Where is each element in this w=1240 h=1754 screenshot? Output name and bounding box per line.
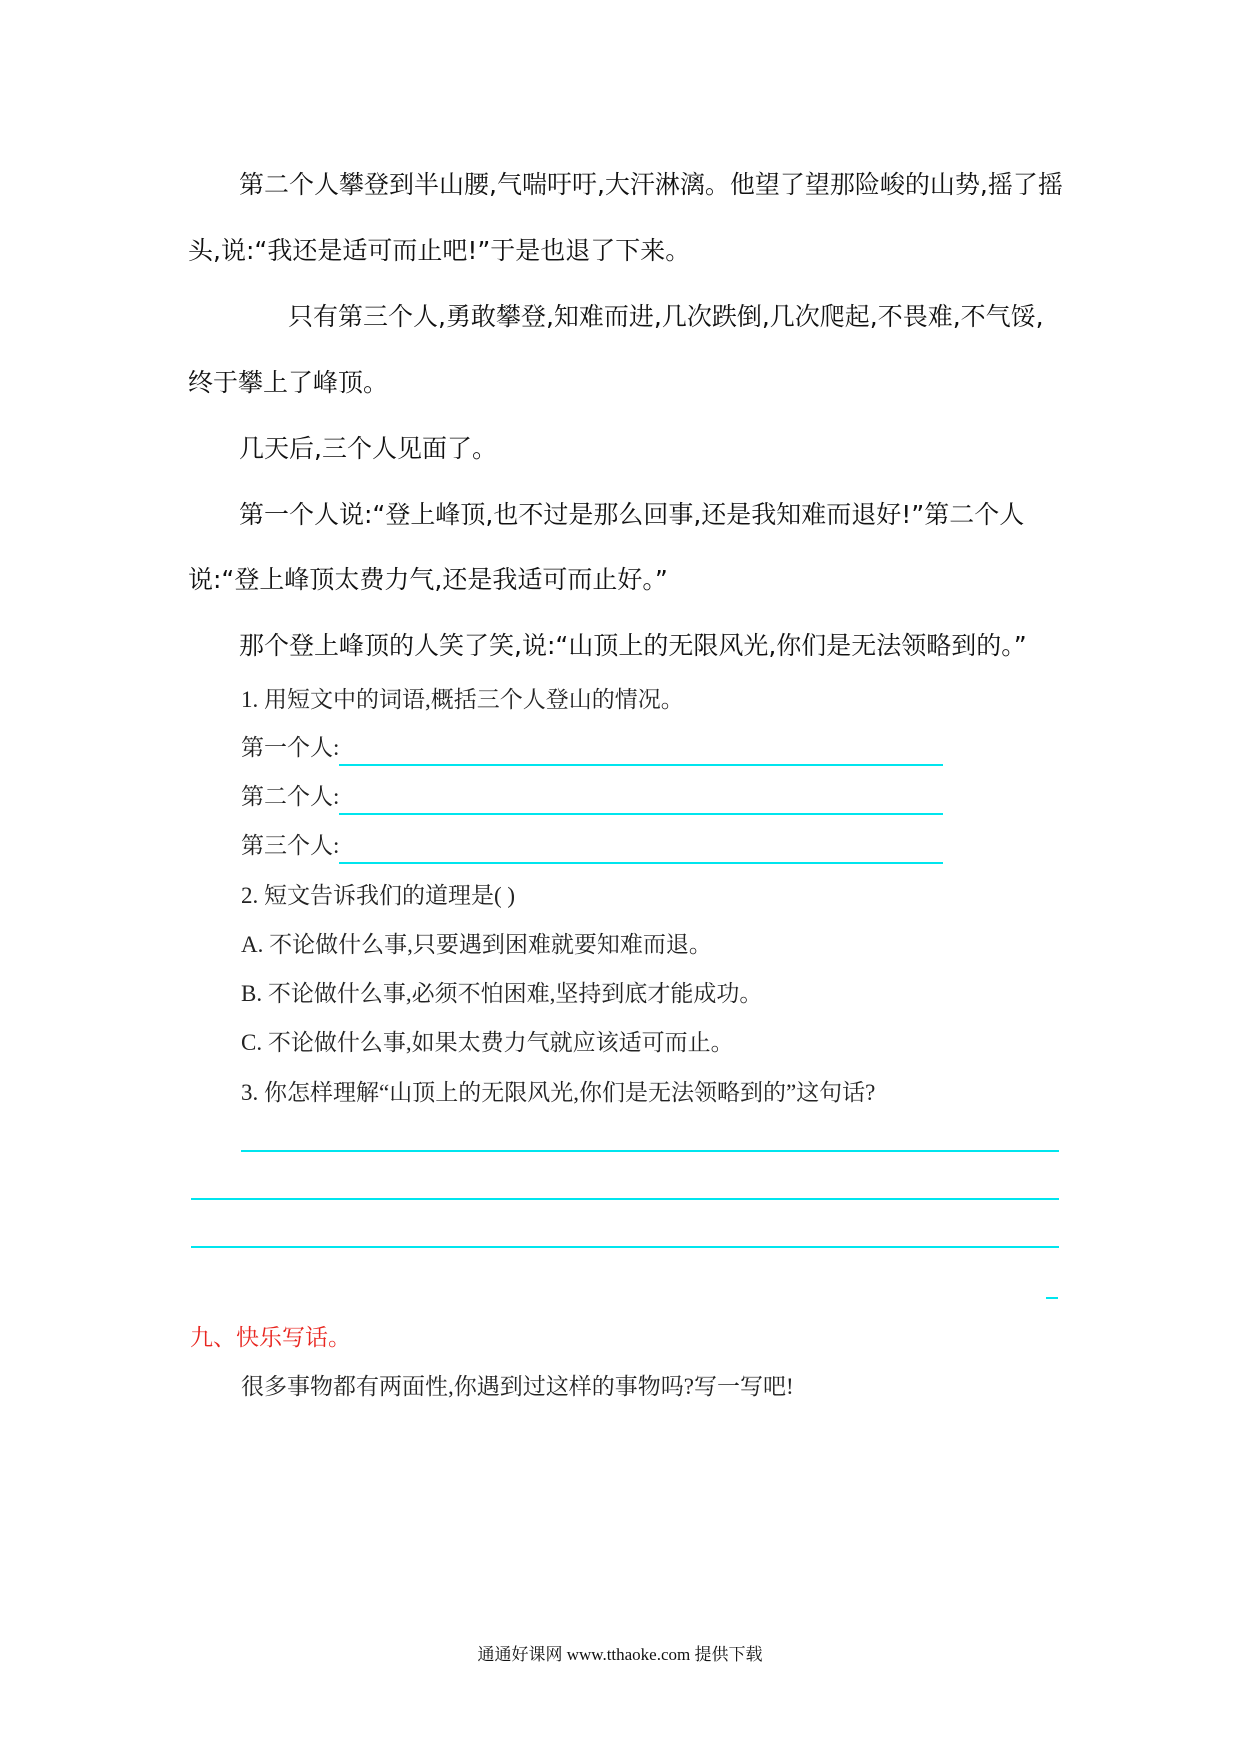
answer-label: 第三个人: <box>241 833 340 858</box>
passage-p4-line1: 第一个人说:“登上峰顶,也不过是那么回事,还是我知难而退好!”第二个人 <box>239 500 1025 529</box>
passage-p5: 那个登上峰顶的人笑了笑,说:“山顶上的无限风光,你们是无法领略到的。” <box>239 631 1027 660</box>
passage-p1-line1: 第二个人攀登到半山腰,气喘吁吁,大汗淋漓。他望了望那险峻的山势,摇了摇 <box>239 170 1063 199</box>
answer-line[interactable] <box>339 764 943 766</box>
answer-row-first-person <box>241 732 943 764</box>
answer-label: 第二个人: <box>241 784 340 809</box>
passage-p4-line2: 说:“登上峰顶太费力气,还是我适可而止好。” <box>188 565 668 594</box>
option-b: B. 不论做什么事,必须不怕困难,坚持到底才能成功。 <box>241 981 763 1006</box>
writing-line[interactable] <box>241 1150 1059 1152</box>
section-9-heading: 九、快乐写话。 <box>190 1325 351 1350</box>
answer-line[interactable] <box>339 862 943 864</box>
option-c: C. 不论做什么事,如果太费力气就应该适可而止。 <box>241 1030 734 1055</box>
answer-label: 第一个人: <box>241 735 340 760</box>
passage-p2-line2: 终于攀上了峰顶。 <box>188 368 389 397</box>
writing-line[interactable] <box>191 1198 1059 1200</box>
passage-p2-line1: 只有第三个人,勇敢攀登,知难而进,几次跌倒,几次爬起,不畏难,不气馁, <box>288 302 1044 331</box>
section-9-prompt: 很多事物都有两面性,你遇到过这样的事物吗?写一写吧! <box>241 1374 794 1399</box>
answer-line[interactable] <box>339 813 943 815</box>
answer-row-third-person <box>241 830 943 862</box>
footer-credit: 通通好课网 www.tthaoke.com 提供下载 <box>477 1645 763 1664</box>
answer-row-second-person <box>241 781 943 813</box>
question-1: 1. 用短文中的词语,概括三个人登山的情况。 <box>241 687 684 712</box>
question-3: 3. 你怎样理解“山顶上的无限风光,你们是无法领略到的”这句话? <box>241 1080 876 1105</box>
writing-line[interactable] <box>191 1246 1059 1248</box>
question-2: 2. 短文告诉我们的道理是( ) <box>241 883 516 908</box>
writing-line-stub <box>1046 1297 1058 1299</box>
passage-p1-line2: 头,说:“我还是适可而止吧!”于是也退了下来。 <box>188 236 691 265</box>
option-a: A. 不论做什么事,只要遇到困难就要知难而退。 <box>241 932 712 957</box>
passage-p3: 几天后,三个人见面了。 <box>239 434 497 463</box>
